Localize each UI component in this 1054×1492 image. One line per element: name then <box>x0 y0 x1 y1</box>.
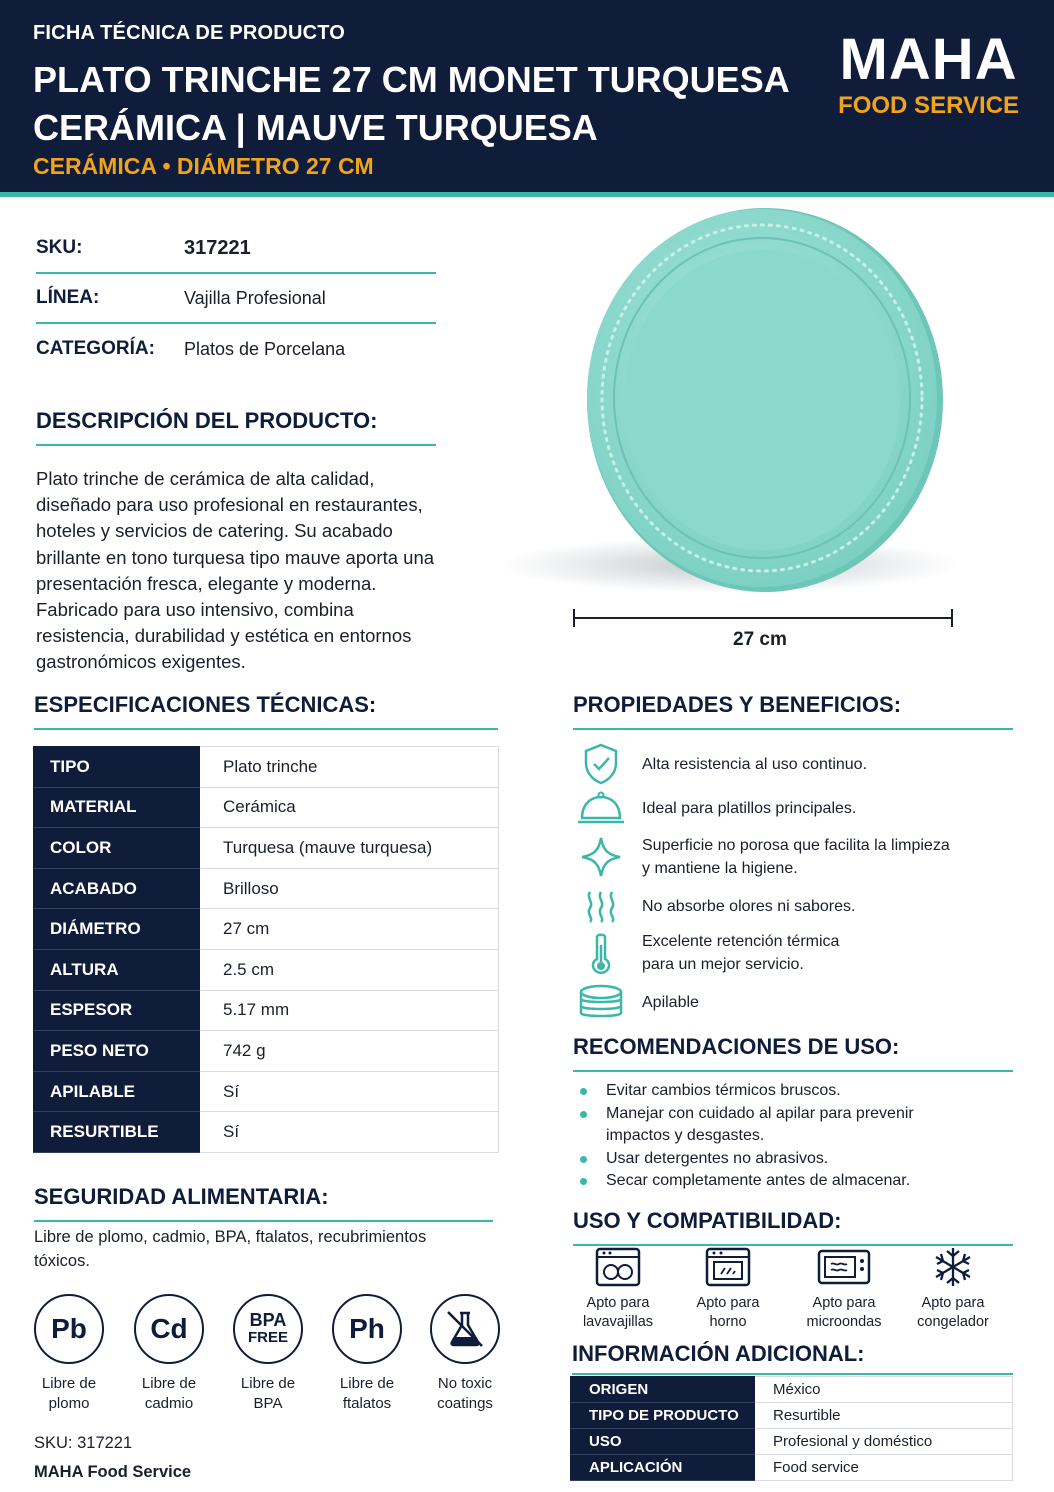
spec-row <box>34 868 499 909</box>
spec-row <box>34 1112 499 1153</box>
badge-label <box>124 1374 214 1414</box>
spec-row <box>34 990 499 1031</box>
recommendation-item <box>580 1148 1010 1171</box>
spec-label: ALTURA <box>34 949 200 990</box>
spec-value: 5.17 mm <box>200 990 499 1031</box>
badge-line: Libre de <box>339 1375 395 1392</box>
footer-brand: MAHA Food Service <box>34 1463 192 1481</box>
benefit-item <box>573 980 1013 1024</box>
usage-label <box>673 1294 783 1332</box>
bpa-symbol: BPA <box>249 1310 287 1330</box>
usage-item <box>898 1246 1008 1332</box>
info-label: USO <box>571 1429 755 1455</box>
benefits-heading: PROPIEDADES Y BENEFICIOS: <box>573 692 1013 730</box>
benefit-text <box>642 834 950 880</box>
recommendation-line: impactos y desgastes. <box>606 1127 765 1144</box>
additional-info-heading: INFORMACIÓN ADICIONAL: <box>572 1341 1013 1375</box>
usage-item <box>563 1246 673 1332</box>
spec-value: Cerámica <box>200 787 499 828</box>
spec-value: 27 cm <box>200 909 499 950</box>
recommendations-heading: RECOMENDACIONES DE USO: <box>573 1034 1013 1072</box>
usage-heading: USO Y COMPATIBILIDAD: <box>573 1208 1013 1246</box>
header-divider <box>0 192 1054 197</box>
recommendation-line: Secar completamente antes de almacenar. <box>606 1172 911 1189</box>
microwave-icon <box>816 1246 872 1288</box>
spec-row <box>34 1031 499 1072</box>
usage-line: lavavajillas <box>582 1314 654 1330</box>
benefit-item <box>573 930 1013 976</box>
specs-table <box>33 746 499 1153</box>
usage-label <box>898 1294 1008 1332</box>
safety-heading: SEGURIDAD ALIMENTARIA: <box>34 1184 493 1222</box>
product-image <box>480 200 980 620</box>
sku-row <box>36 224 436 274</box>
badge-phthalate-free <box>322 1294 412 1414</box>
badge-cadmium-free <box>124 1294 214 1414</box>
odor-waves-icon <box>573 884 629 928</box>
specs-heading: ESPECIFICACIONES TÉCNICAS: <box>34 692 498 730</box>
sparkle-icon <box>573 835 629 879</box>
recommendation-item <box>580 1170 1010 1193</box>
badge-line: Libre de <box>141 1375 197 1392</box>
spec-row <box>34 949 499 990</box>
document-type: FICHA TÉCNICA DE PRODUCTO <box>33 22 346 44</box>
spec-label: DIÁMETRO <box>34 909 200 950</box>
usage-line: microondas <box>806 1314 882 1330</box>
recommendation-line: Manejar con cuidado al apilar para prevenir <box>606 1104 914 1122</box>
benefit-line: No absorbe olores ni sabores. <box>642 897 856 915</box>
spec-label: ESPESOR <box>34 990 200 1031</box>
benefit-line: Apilable <box>642 993 699 1011</box>
usage-item <box>789 1246 899 1332</box>
spec-row <box>34 909 499 950</box>
info-value: México <box>755 1377 1013 1403</box>
usage-line: congelador <box>917 1314 989 1330</box>
benefit-item <box>573 834 1013 880</box>
benefit-text <box>642 895 855 918</box>
oven-icon <box>704 1246 752 1288</box>
description-heading: DESCRIPCIÓN DEL PRODUCTO: <box>36 408 436 446</box>
usage-line: Apto para <box>586 1295 650 1311</box>
category-row <box>36 324 436 374</box>
bpa-free-icon <box>233 1294 303 1364</box>
benefit-item <box>573 786 1013 830</box>
thermometer-icon <box>573 931 629 975</box>
badge-label <box>420 1374 510 1414</box>
benefit-line: Alta resistencia al uso continuo. <box>642 755 868 773</box>
line-label: LÍNEA: <box>36 287 100 308</box>
badge-line: plomo <box>48 1395 90 1412</box>
spec-value: 2.5 cm <box>200 949 499 990</box>
footer-sku: SKU: 317221 <box>34 1434 133 1452</box>
recommendation-line: Evitar cambios térmicos bruscos. <box>606 1082 841 1099</box>
badge-line: cadmio <box>144 1395 194 1412</box>
spec-row <box>34 828 499 869</box>
info-value: Food service <box>755 1455 1013 1481</box>
description-text: Plato trinche de cerámica de alta calidad, diseñado para uso profesional en restaurantes, hoteles y servicios de catering. Su acabado brillante en tono turquesa tipo mauve aporta una presentación fresca, elegante y moderna. Fabricado para uso intensivo, combina resistencia, durabilidad y estética en entornos gastronómicos exigentes. <box>36 468 435 673</box>
usage-line: Apto para <box>696 1295 760 1311</box>
plate-illustration <box>480 200 980 620</box>
snowflake-icon <box>931 1246 975 1288</box>
usage-line: horno <box>709 1314 747 1330</box>
lead-icon: Pb <box>34 1294 104 1364</box>
benefit-text <box>642 930 839 976</box>
line-row <box>36 274 436 324</box>
spec-value: Sí <box>200 1112 499 1153</box>
header-banner <box>0 0 1054 192</box>
info-label: ORIGEN <box>571 1377 755 1403</box>
spec-label: PESO NETO <box>34 1031 200 1072</box>
benefit-item <box>573 742 1013 786</box>
info-value: Resurtible <box>755 1403 1013 1429</box>
badge-line: coatings <box>437 1395 493 1412</box>
benefit-line: y mantiene la higiene. <box>642 860 798 877</box>
spec-value: Sí <box>200 1071 499 1112</box>
brand-subtitle: FOOD SERVICE <box>838 92 1019 119</box>
benefit-text <box>642 797 856 820</box>
diameter-dimension-line <box>573 617 953 619</box>
spec-label: ACABADO <box>34 868 200 909</box>
product-title: PLATO TRINCHE 27 CM MONET TURQUESA CERÁMICA | MAUVE TURQUESA <box>33 59 789 148</box>
benefit-item <box>573 884 1013 928</box>
spec-label: TIPO <box>34 747 200 788</box>
usage-line: Apto para <box>812 1295 876 1311</box>
no-toxic-flask-icon <box>430 1294 500 1364</box>
info-label: APLICACIÓN <box>571 1455 755 1481</box>
benefit-line: Ideal para platillos principales. <box>642 799 857 817</box>
badge-label <box>223 1374 313 1414</box>
dishwasher-icon <box>594 1246 642 1288</box>
brand-logo <box>838 27 1019 120</box>
stacked-plates-icon <box>573 980 629 1024</box>
spec-label: RESURTIBLE <box>34 1112 200 1153</box>
spec-value: Brilloso <box>200 868 499 909</box>
benefit-line: Superficie no porosa que facilita la limpieza <box>642 837 950 854</box>
product-tagline: CERÁMICA • DIÁMETRO 27 CM <box>33 153 374 179</box>
additional-info-table <box>570 1376 1013 1481</box>
safety-text: Libre de plomo, cadmio, BPA, ftalatos, recubrimientos tóxicos. <box>34 1228 427 1270</box>
sku-value: 317221 <box>184 236 251 259</box>
phthalate-icon: Ph <box>332 1294 402 1364</box>
spec-row <box>34 1071 499 1112</box>
usage-label <box>789 1294 899 1332</box>
spec-value: Plato trinche <box>200 747 499 788</box>
recommendations-list <box>580 1080 1010 1193</box>
recommendation-item <box>580 1080 1010 1103</box>
benefit-line: para un mejor servicio. <box>642 956 804 973</box>
spec-row <box>34 747 499 788</box>
cloche-icon <box>573 786 629 830</box>
badge-lead-free <box>24 1294 114 1414</box>
badge-no-toxic-coatings <box>420 1294 510 1414</box>
brand-name: MAHA <box>839 27 1018 92</box>
benefit-line: Excelente retención térmica <box>642 933 840 950</box>
badge-line: No toxic <box>437 1375 493 1392</box>
badge-label <box>24 1374 114 1414</box>
usage-item <box>673 1246 783 1332</box>
usage-line: Apto para <box>921 1295 985 1311</box>
spec-label: COLOR <box>34 828 200 869</box>
recommendation-line: Usar detergentes no abrasivos. <box>606 1149 829 1167</box>
spec-value: Turquesa (mauve turquesa) <box>200 828 499 869</box>
badge-bpa-free <box>223 1294 313 1414</box>
spec-label: MATERIAL <box>34 787 200 828</box>
info-row <box>571 1403 1013 1429</box>
category-label: CATEGORÍA: <box>36 338 155 359</box>
spec-value: 742 g <box>200 1031 499 1072</box>
info-label: TIPO DE PRODUCTO <box>571 1403 755 1429</box>
diameter-label: 27 cm <box>733 629 787 650</box>
spec-row <box>34 787 499 828</box>
badge-line: Libre de <box>41 1375 97 1392</box>
info-row <box>571 1429 1013 1455</box>
recommendation-item <box>580 1103 1010 1148</box>
sku-label: SKU: <box>36 237 83 258</box>
category-value: Platos de Porcelana <box>184 338 346 359</box>
badge-line: BPA <box>253 1395 283 1412</box>
shield-check-icon <box>573 742 629 786</box>
info-row <box>571 1377 1013 1403</box>
benefit-text <box>642 753 867 776</box>
info-row <box>571 1455 1013 1481</box>
info-value: Profesional y doméstico <box>755 1429 1013 1455</box>
usage-label <box>563 1294 673 1332</box>
bpa-free-symbol: FREE <box>247 1329 288 1346</box>
badge-label <box>322 1374 412 1414</box>
benefit-text <box>642 991 699 1014</box>
badge-line: Libre de <box>240 1375 296 1392</box>
spec-label: APILABLE <box>34 1071 200 1112</box>
line-value: Vajilla Profesional <box>184 287 326 308</box>
badge-line: ftalatos <box>342 1395 392 1412</box>
cadmium-icon: Cd <box>134 1294 204 1364</box>
